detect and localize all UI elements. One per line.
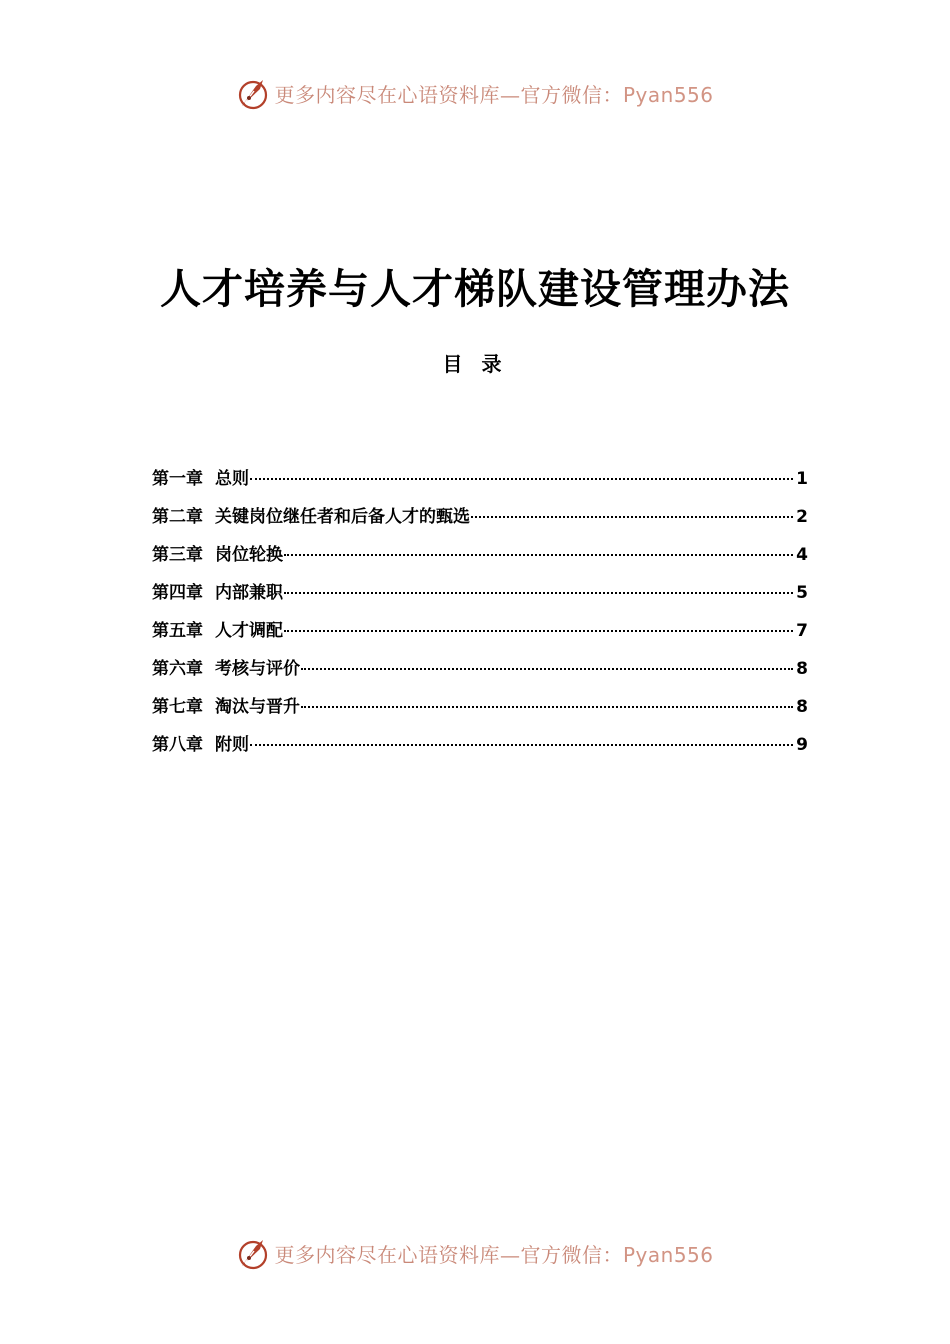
toc-entry-5[interactable] [152, 616, 808, 654]
watermark-wechat-id: Pyan556 [622, 82, 714, 107]
toc-entry-4[interactable] [152, 578, 808, 616]
toc-chapter-title: 淘汰与晋升 [215, 697, 300, 717]
toc-page-number: 1 [796, 469, 808, 489]
watermark-wechat-id: Pyan556 [622, 1242, 714, 1267]
toc-page-number: 9 [796, 735, 808, 755]
toc-dot-leader [301, 706, 793, 708]
toc-entry-6[interactable] [152, 654, 808, 692]
toc-entry-2[interactable] [152, 502, 808, 540]
toc-dot-leader [250, 744, 793, 746]
toc-chapter-number: 第二章 [152, 507, 203, 527]
watermark-text: 更多内容尽在心语资料库—官方微信： [274, 1242, 623, 1267]
toc-chapter-title: 内部兼职 [215, 583, 283, 603]
document-title: 人才培养与人才梯队建设管理办法 [160, 265, 790, 313]
toc-entry-1[interactable] [152, 464, 808, 502]
header-watermark [0, 73, 950, 113]
toc-chapter-title: 附则 [215, 735, 249, 755]
toc-chapter-number: 第七章 [152, 697, 203, 717]
toc-chapter-number: 第三章 [152, 545, 203, 565]
toc-dot-leader [471, 516, 793, 518]
toc-entry-7[interactable] [152, 692, 808, 730]
toc-dot-leader [284, 554, 793, 556]
toc-chapter-number: 第八章 [152, 735, 203, 755]
toc-entry-8[interactable] [152, 730, 808, 768]
toc-chapter-number: 第六章 [152, 659, 203, 679]
toc-chapter-title: 考核与评价 [215, 659, 300, 679]
toc-page-number: 2 [796, 507, 808, 527]
toc-page-number: 4 [796, 545, 808, 565]
toc-chapter-number: 第四章 [152, 583, 203, 603]
toc-dot-leader [301, 668, 793, 670]
watermark-text: 更多内容尽在心语资料库—官方微信： [274, 82, 623, 107]
toc-page-number: 5 [796, 583, 808, 603]
table-of-contents [152, 464, 808, 768]
toc-heading: 目 录 [442, 352, 508, 376]
footer-watermark [0, 1233, 950, 1273]
toc-dot-leader [250, 478, 793, 480]
toc-chapter-number: 第五章 [152, 621, 203, 641]
toc-dot-leader [284, 592, 793, 594]
pen-nib-logo-icon [236, 1236, 270, 1270]
pen-nib-logo-icon [236, 76, 270, 110]
toc-chapter-title: 总则 [215, 469, 249, 489]
toc-chapter-title: 关键岗位继任者和后备人才的甄选 [215, 507, 470, 527]
toc-page-number: 7 [796, 621, 808, 641]
toc-entry-3[interactable] [152, 540, 808, 578]
toc-page-number: 8 [796, 659, 808, 679]
toc-dot-leader [284, 630, 793, 632]
toc-chapter-number: 第一章 [152, 469, 203, 489]
toc-chapter-title: 人才调配 [215, 621, 283, 641]
toc-page-number: 8 [796, 697, 808, 717]
toc-chapter-title: 岗位轮换 [215, 545, 283, 565]
